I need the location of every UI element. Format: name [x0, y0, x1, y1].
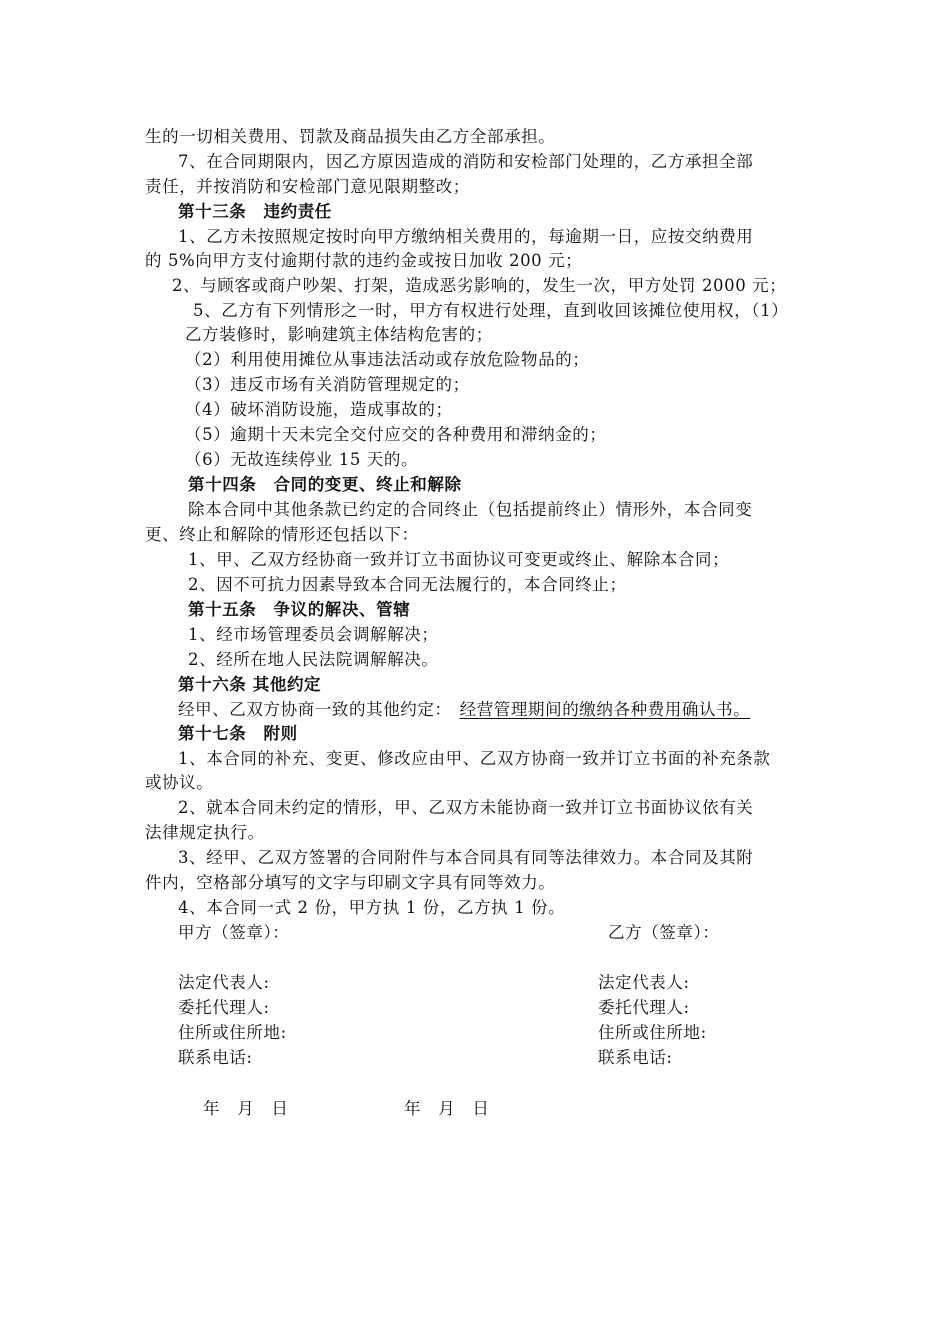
text-line: 法律规定执行。 [145, 823, 265, 842]
text-line: 1、经市场管理委员会调解解决； [188, 625, 439, 644]
section-heading-15: 第十五条 争议的解决、管辖 [188, 600, 411, 619]
section-heading-16: 第十六条 其他约定 [178, 675, 322, 694]
party-b-date: 年 月 日 [404, 1099, 490, 1118]
party-a-date: 年 月 日 [203, 1099, 289, 1118]
text-line: 2、与顾客或商户吵架、打架，造成恶劣影响的，发生一次，甲方处罚 2000 元； [172, 276, 787, 295]
other-agreement-value: 经营管理期间的缴纳各种费用确认书。 [459, 700, 751, 719]
party-a-legal-rep: 法定代表人: [178, 973, 270, 992]
text-line: 除本合同中其他条款已约定的合同终止（包括提前终止）情形外，本合同变 [188, 500, 753, 519]
party-b-address: 住所或住所地: [598, 1023, 707, 1042]
text-line: 责任，并按消防和安检部门意见限期整改； [145, 177, 470, 196]
text-line: 1、乙方未按照规定按时向甲方缴纳相关费用的，每逾期一日，应按交纳费用 [178, 227, 754, 246]
text-line: 5、乙方有下列情形之一时，甲方有权进行处理，直到收回该摊位使用权，（1） [193, 301, 789, 320]
text-line: （2）利用使用摊位从事违法活动或存放危险物品的； [185, 350, 590, 369]
text-line: （4）破坏消防设施，造成事故的； [185, 400, 453, 419]
text-line: 件内，空格部分填写的文字与印刷文字具有同等效力。 [145, 873, 556, 892]
party-b-seal-label: 乙方（签章）： [608, 923, 720, 942]
party-a-address: 住所或住所地: [178, 1023, 287, 1042]
text-line: 1、本合同的补充、变更、修改应由甲、乙双方协商一致并订立书面的补充条款 [178, 749, 771, 768]
party-a-phone: 联系电话: [178, 1048, 253, 1067]
text-line: 或协议。 [145, 773, 214, 792]
text-line: 2、经所在地人民法院调解解决。 [188, 650, 439, 669]
text-line: 2、就本合同未约定的情形，甲、乙双方未能协商一致并订立书面协议依有关 [178, 798, 754, 817]
text-line: 乙方装修时，影响建筑主体结构危害的； [185, 325, 493, 344]
section-heading-13: 第十三条 违约责任 [178, 202, 332, 221]
text-line [178, 698, 750, 722]
party-a-seal-label: 甲方（签章）： [178, 923, 290, 942]
party-b-agent: 委托代理人: [598, 998, 690, 1017]
text-line: 1、甲、乙双方经协商一致并订立书面协议可变更或终止、解除本合同； [188, 550, 730, 569]
party-a-agent: 委托代理人: [178, 998, 270, 1017]
text-line: （3）违反市场有关消防管理规定的； [185, 375, 470, 394]
party-b-phone: 联系电话: [598, 1048, 673, 1067]
text-line: 3、经甲、乙双方签署的合同附件与本合同具有同等法律效力。本合同及其附 [178, 848, 754, 867]
section-heading-14: 第十四条 合同的变更、终止和解除 [188, 475, 462, 494]
text-line: 更、终止和解除的情形还包括以下： [145, 525, 419, 544]
text-line: 2、因不可抗力因素导致本合同无法履行的，本合同终止； [188, 575, 627, 594]
text-line: （5）逾期十天未完全交付应交的各种费用和滞纳金的； [185, 425, 607, 444]
text-line: 7、在合同期限内，因乙方原因造成的消防和安检部门处理的，乙方承担全部 [178, 152, 754, 171]
text-line: 生的一切相关费用、罚款及商品损失由乙方全部承担。 [145, 127, 556, 146]
party-b-legal-rep: 法定代表人: [598, 973, 690, 992]
section-heading-17: 第十七条 附则 [178, 724, 298, 743]
text-line: 4、本合同一式 2 份，甲方执 1 份，乙方执 1 份。 [178, 898, 566, 917]
text-line: （6）无故连续停业 15 天的。 [185, 450, 419, 469]
other-agreement-label: 经甲、乙双方协商一致的其他约定： [178, 700, 452, 719]
text-line: 的 5%向甲方支付逾期付款的违约金或按日加收 200 元； [145, 251, 583, 270]
